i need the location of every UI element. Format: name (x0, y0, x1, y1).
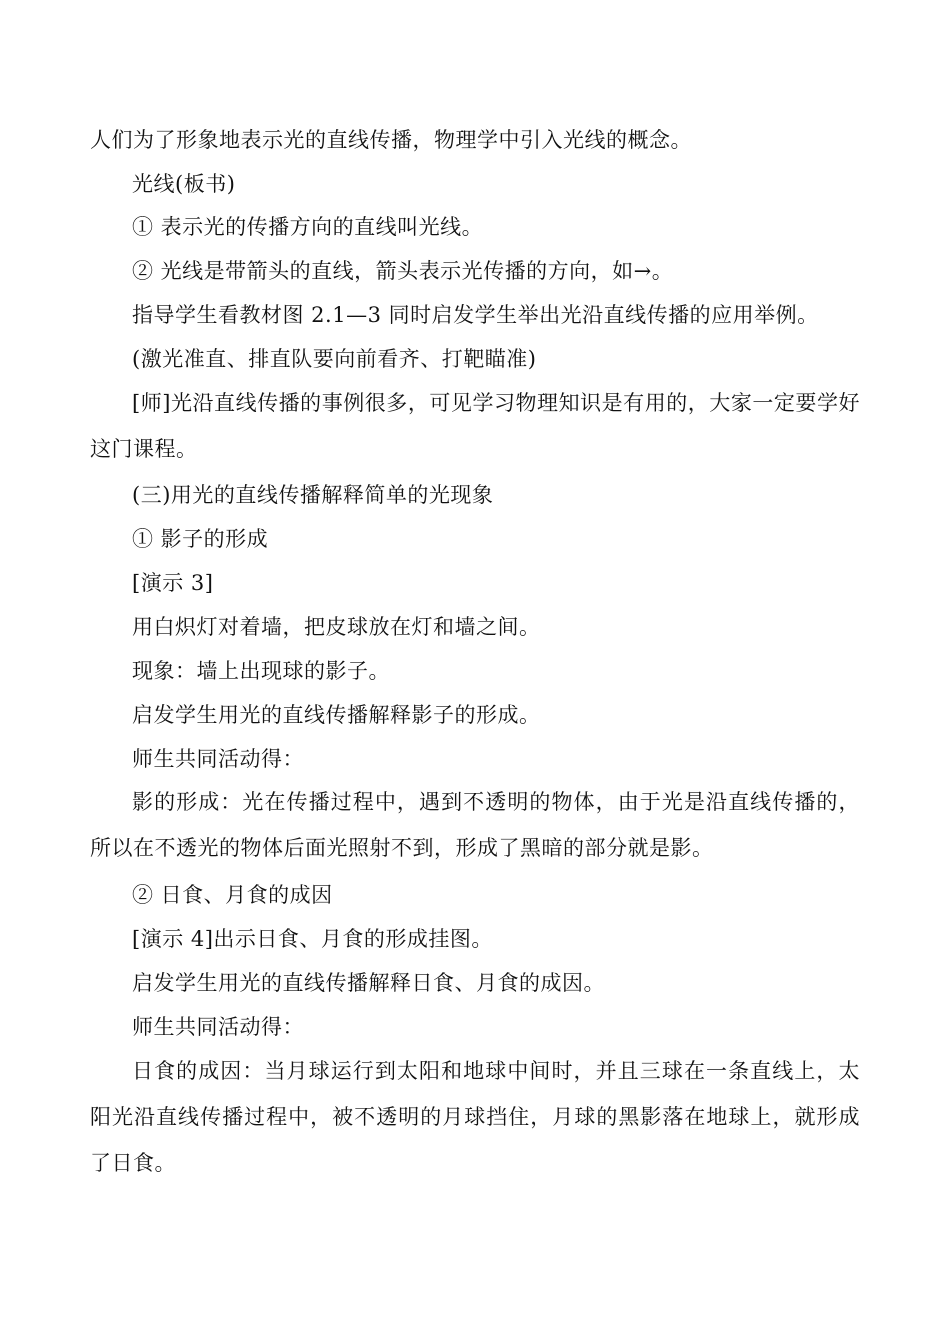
paragraph: [师]光沿直线传播的事例很多，可见学习物理知识是有用的，大家一定要学好这门课程。 (90, 391, 860, 461)
list-item: ① 表示光的传播方向的直线叫光线。 (132, 215, 484, 239)
list-item: ② 光线是带箭头的直线，箭头表示光传播的方向，如→。 (132, 259, 674, 283)
heading-light-ray: 光线(板书) (132, 172, 236, 196)
paragraph: 人们为了形象地表示光的直线传播，物理学中引入光线的概念。 (90, 128, 692, 152)
paragraph: 影的形成：光在传播过程中，遇到不透明的物体，由于光是沿直线传播的，所以在不透光的物体后面光照射不到，形成了黑暗的部分就是影。 (90, 790, 860, 860)
paragraph: 启发学生用光的直线传播解释日食、月食的成因。 (132, 971, 605, 995)
paragraph: (激光准直、排直队要向前看齐、打靶瞄准) (132, 347, 537, 371)
paragraph: 启发学生用光的直线传播解释影子的形成。 (132, 703, 541, 727)
paragraph: 日食的成因：当月球运行到太阳和地球中间时，并且三球在一条直线上，太阳光沿直线传播过程中，被不透明的月球挡住，月球的黑影落在地球上，就形成了日食。 (90, 1059, 860, 1175)
demo-label: [演示 3] (132, 571, 214, 595)
subsection-heading: ① 影子的形成 (132, 527, 269, 551)
paragraph: 用白炽灯对着墙，把皮球放在灯和墙之间。 (132, 615, 541, 639)
paragraph: 指导学生看教材图 2.1—3 同时启发学生举出光沿直线传播的应用举例。 (132, 303, 819, 327)
paragraph: [演示 4]出示日食、月食的形成挂图。 (132, 927, 493, 951)
paragraph: 现象：墙上出现球的影子。 (132, 659, 390, 683)
section-heading: (三)用光的直线传播解释简单的光现象 (132, 483, 494, 507)
paragraph: 师生共同活动得： (132, 747, 304, 771)
subsection-heading: ② 日食、月食的成因 (132, 883, 333, 907)
paragraph: 师生共同活动得： (132, 1015, 304, 1039)
